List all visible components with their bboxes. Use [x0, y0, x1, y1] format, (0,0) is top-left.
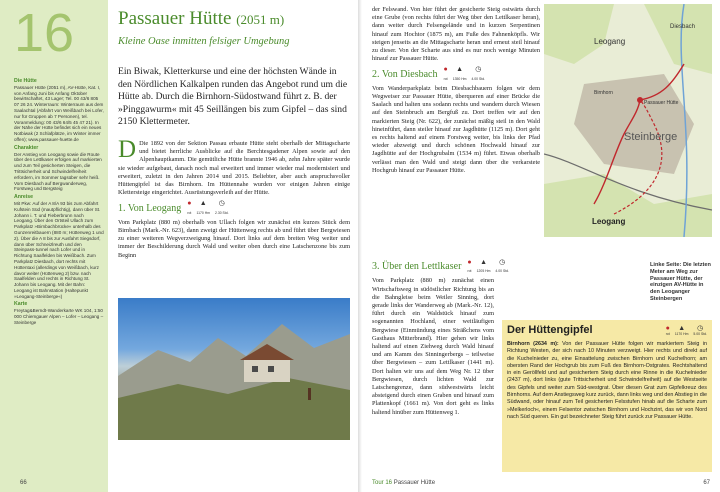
summit-box [502, 320, 712, 472]
clock-icon: ◷ [218, 200, 225, 208]
summit-title: Der Hüttengipfel [507, 324, 593, 336]
summit-box-header [502, 320, 712, 339]
route-1-heading [118, 200, 350, 216]
time-icon [495, 259, 509, 275]
summit-icons [666, 324, 707, 336]
left-body [118, 136, 350, 260]
route-map-graphic [544, 4, 712, 237]
sidebar-heading: Die Hütte [14, 78, 37, 84]
page-title [118, 8, 284, 30]
sidebar-text: Der Anstieg von Leogang sowie die Route über den Lettlkaser erfolgen auf markierten und zum Teil gesicherten Steigen, die Trittsicherheit und Schwindelfreiheit erfordern, im Sommer tagsüber sehr heiß. Vom Diesbach auf Bergwanderweg, Forstweg und Bergsteig [14, 151, 102, 192]
time-label: 5.00 Std. [693, 332, 707, 336]
ascent-icon [675, 325, 689, 336]
intro-text: Ein Biwak, Kletterkurse und eine der höchsten Wände in den Nördlichen Kalkalpen runden das Angebot rund um die Hütte ab. Durch die Birnhorn-Südostwand führt z. B. der »Pinggawurm« mit 45 Seillängen bis zum Gipfel – das sind 2150 Klettermeter. [118, 66, 348, 128]
route-2-heading [372, 66, 540, 82]
ascent-label: 1205 Hm [476, 269, 491, 274]
left-page-number: 66 [20, 480, 27, 486]
map-label-birnhorn: Birnhorn [594, 90, 613, 96]
history-paragraph [118, 136, 350, 197]
mountain-icon: ▲ [199, 200, 207, 208]
right-page [362, 0, 720, 492]
mountain-icon: ▲ [678, 325, 686, 332]
footer-tour: Tour 16 [372, 480, 393, 486]
left-page [0, 0, 358, 492]
sidebar-text: Passauer Hütte (2051 m), AV-Hütte, Kat. I, von Anfang Juni bis Anfang Oktober bewirtschaftet, 43 Lager; Tel. 00 43/6 805 07 26 24. Winterraum: Winterraum aus dem Saalachtal (Abfahrt von Weißbach bei Lofer, nur für Gruppen ab 7 Personen), tel. Voranmeldung: 00 43/6 64/5 45 47 21). In der Nähe der Hütte befindet sich ein neues Notbiwak (2 Schlafplätze, im Winter immer offen); www.passauer-huette.de [14, 84, 104, 142]
clock-icon: ◷ [499, 259, 506, 266]
title-altitude: (2051 m) [236, 12, 285, 27]
running-footer [372, 480, 435, 486]
route-3-icons [467, 259, 509, 275]
difficulty-label: rot [443, 76, 448, 81]
route-2-text: Vom Wanderparkplatz beim Diesbachbauern folgen wir dem Wegweiser zur Passauer Hütte, überqueren auf einer Brücke die Saalach und halten uns sodann rechts und wandern durch Wiesen auf den Steinbruch am Bergfuß zu. Dort treffen wir auf den markierten Steig (Nr. 622), der zunächst mäßig steil in den Wald hineinführt, dann steiler hinauf zur Jagdhütte (1125 m). Dort geht es rechts haltend auf einem Forstweg weiter, bis links der Pfad wieder abzweigt und durch schönen Hochwald hinauf zur Jagdhütte auf der Hochgrubalm (1534 m) führt. Etwas oberhalb verlässt man den Wald und steigt dann über die verkarstete Hochgrub hinauf zur Passauer Hütte. [372, 84, 540, 174]
footer-name: Passauer Hütte [393, 480, 436, 486]
clock-icon: ◷ [697, 325, 704, 332]
difficulty-label: rot [665, 332, 670, 336]
route-3-title: 3. Über den Lettlkaser [372, 261, 462, 273]
sidebar-text: Freytag&Berndt-Wanderkarte WK 104, 1:50 000 Chiemgauer Alpen – Lofer – Leogang – Steinberge [14, 308, 104, 325]
route-2-icons [443, 66, 485, 82]
title-text: Passauer Hütte [118, 8, 232, 29]
difficulty-icon [443, 66, 447, 82]
difficulty-dot-icon: ● [467, 259, 472, 266]
difficulty-icon [467, 259, 471, 275]
difficulty-dot-icon: ● [187, 200, 192, 208]
ascent-icon [453, 66, 467, 82]
map-label-leogang-north: Leogang [594, 37, 626, 46]
summit-lead: Birnhorn (2634 m): [507, 341, 559, 347]
difficulty-dot-icon: ● [665, 325, 670, 332]
mountain-icon: ▲ [456, 66, 464, 74]
route-1-continuation: der Felswand. Von hier führt der gesicherte Steig ostwärts durch eine Grube (von rechts führt der Weg über den Lettlkaser heran), dann weiter durch Felsengelände und in kurzen Serpentinen hinauf zum Hochtor (1875 m), am Fuße des Fahnenköpfls. Wir steigen jenseits an die Mittagscharte heran und erneut steil hinauf zu dieser. Von der Scharte aus sind es nur noch wenige Minuten hinauf zur Passauer Hütte. [372, 6, 540, 63]
ascent-icon [477, 259, 491, 275]
route-3-text: Vom Parkplatz (880 m) zunächst einen Wirtschaftsweg in südöstlicher Richtung bis an die Bahngleise beim Weiler Sinning, dort gerade links der Wanderweg ab (Mark.-Nr. 12), führt durch ein Waldstück hinauf zum sogenannten Hochland, einer weitläufigen Bergwiese (Einmündung eines Sträßchens vom Gasthaus Mitterbrand). Hier gehen wir links haltend auf einen Ziehweg durch Wald hinauf und am Kamm des Sinningerbergs – teilweise über Bergwiesen – zum Lettlkaser (1441 m). Dort halten wir uns auf dem Weg Nr. 12 über Bergwiesen, durch lichten Wald zur Latschengrenze, dann südwestwärts leicht absteigend durch einen Graben und hinauf zum Plattenkopf (1661 m). Von dort geht es links haltend hinüber zum Hüttenweg 1. [372, 277, 494, 416]
sidebar-text: Mit Pkw: Auf der A 8/A 93 bis zum Abfahrt Kufstein Süd (mautpflichtig), dann über St. Johann i. T. und Fieberbrunn nach Leogang. Über den Ortsteil Ullach zum Parkplatz »Birnbachbrücke« unterhalb des Gunzenreitbauern (880 m; Hüttenweg 1 und 2). Über die A 8 bis zur Ausfahrt Siegsdorf, dann über Schneizlreuth und den Steinpass-tunnel nach Lofer und in Richtung Saalfelden bis Weißbach. Zum Parkplatz Diesbach, dort rechts mit Hüttentaxi (allerdings von Weißbach, kurz davor weiter (Hüttenweg 2) bzw. nach Saalfelden und rechts in Richtung St. Johann bis Leogang. Mit der Bahn: Leogang ist Bahnstation (Haltepunkt »Leogang-Steinberge«) [14, 200, 104, 299]
page-subtitle: Kleine Oase inmitten felsiger Umgebung [118, 36, 290, 47]
ascent-icon [196, 200, 210, 216]
difficulty-icon [187, 200, 191, 216]
map-label-steinberge: Steinberge [624, 131, 678, 143]
summit-text [502, 339, 712, 423]
route-2-title: 2. Von Diesbach [372, 68, 438, 80]
difficulty-dot-icon: ● [443, 66, 448, 74]
time-icon [215, 200, 229, 216]
sidebar-content [14, 76, 104, 326]
difficulty-label: rot [467, 269, 472, 274]
difficulty-icon [666, 325, 670, 336]
tour-number: 16 [14, 3, 75, 63]
difficulty-label: rot [187, 210, 192, 215]
photo-caption: Linke Seite: Die letzten Meter am Weg zur Passauer Hütte, der einzigen AV-Hütte in den Leoganger Steinbergen [650, 262, 711, 302]
drop-cap: D [118, 136, 137, 163]
right-column-top [372, 6, 540, 175]
hut-photo-illustration [118, 298, 350, 440]
route-1-title: 1. Von Leogang [118, 202, 182, 214]
summit-body: Von der Passauer Hütte folgen wir markiertem Steig in Richtung Westen, der sich nach 10 Minuten verzweigt. Hier rechts und direkt auf die Kuchelnieder zu, eine Einsattelung zwischen Birnhorn und Kuchelhorn; am obersten Rand der Hochgrub bis zum Fuß des Birnhorn-Ostgrates. Rechtshaltend in ein Geröllfeld und auf gesichertem Steig durch eine Rinne in die Kuchelnieder (2437 m), dort links (gute Trittsicherheit und Schwindelfreiheit) auf die Westseite des Gipfels und weiter zum Süd-westgrat. Über diesen Grat zum Gipfelkreuz des Birnhorns. Auf dem Anstiegsweg kurz zurück, dann links weg und den Abstieg in die Südwand, oder hinauf zum Teil gesicherten Felsstufen hinab auf die Scharte zum »Melkerloch«, einem Felsentor zwischen Birnhorn und Hochzint, das wir von Nord nach Süd queren. Ein gut bezeichneter Steig führt zurück zur Passauer Hütte. [507, 341, 707, 420]
sidebar-heading: Karte [14, 301, 28, 308]
map-label-diesbach: Diesbach [670, 24, 696, 30]
map-label-huette: Passauer Hütte [644, 100, 679, 106]
mountain-icon: ▲ [480, 259, 487, 266]
route-3-heading [372, 259, 548, 275]
sidebar-heading: Anreise [14, 194, 34, 201]
time-label: 2.30 Std. [215, 210, 229, 215]
ascent-label: 1170 Hm [196, 210, 210, 215]
right-page-number: 67 [703, 480, 710, 486]
map-label-leogang-south: Leogang [592, 217, 626, 226]
ascent-label: 1170 Hm [674, 332, 689, 336]
time-icon [693, 324, 707, 336]
route-1-icons [187, 200, 228, 216]
ascent-label: 1350 Hm [452, 76, 467, 81]
route-map [544, 4, 712, 237]
clock-icon: ◷ [475, 66, 482, 74]
route-1-text: Vom Parkplatz (880 m) oberhalb von Ullach folgen wir zunächst ein kurzes Stück dem Birnbach (Mark.-Nr. 623), dann zweigt der Hüttenweg rechts ab und führt über Bergwiesen zu einer weiteren Wegverzweigung hinauf. Dort links auf dem breiten Weg weiter und immer der Beschilderung durch Wald und weiter oben durch eine Latschenzone bis zum Beginn [118, 218, 350, 259]
time-label: 4.00 Std. [471, 76, 486, 81]
hut-photo [118, 298, 350, 440]
time-label: 4.00 Std. [495, 269, 509, 274]
history-text: Die 1892 von der Sektion Passau erbaute Hütte steht oberhalb der Mittagscharte und bietet herrliche Ausblicke auf die Berchtesgadener Alpen sowie auf den Alpenhauptkamm. Die gemütliche Hütte brannte 1946 ab, zehn Jahre später wurde sie wieder aufgebaut, danach noch mal erweitert und immer wieder mal modernisiert und erweitert, zuletzt in den Jahren 2014 und 2015. Beliebter, aber auch anspruchsvoller Hüttengipfel ist das Birnhorn. Im Hüttennahe wurden vor einigen Jahren einige Klettersteige eingerichtet. Ausrüstungsverleih auf der Hütte. [118, 140, 350, 197]
time-icon [471, 66, 485, 82]
sidebar-heading: Charakter [14, 144, 39, 151]
